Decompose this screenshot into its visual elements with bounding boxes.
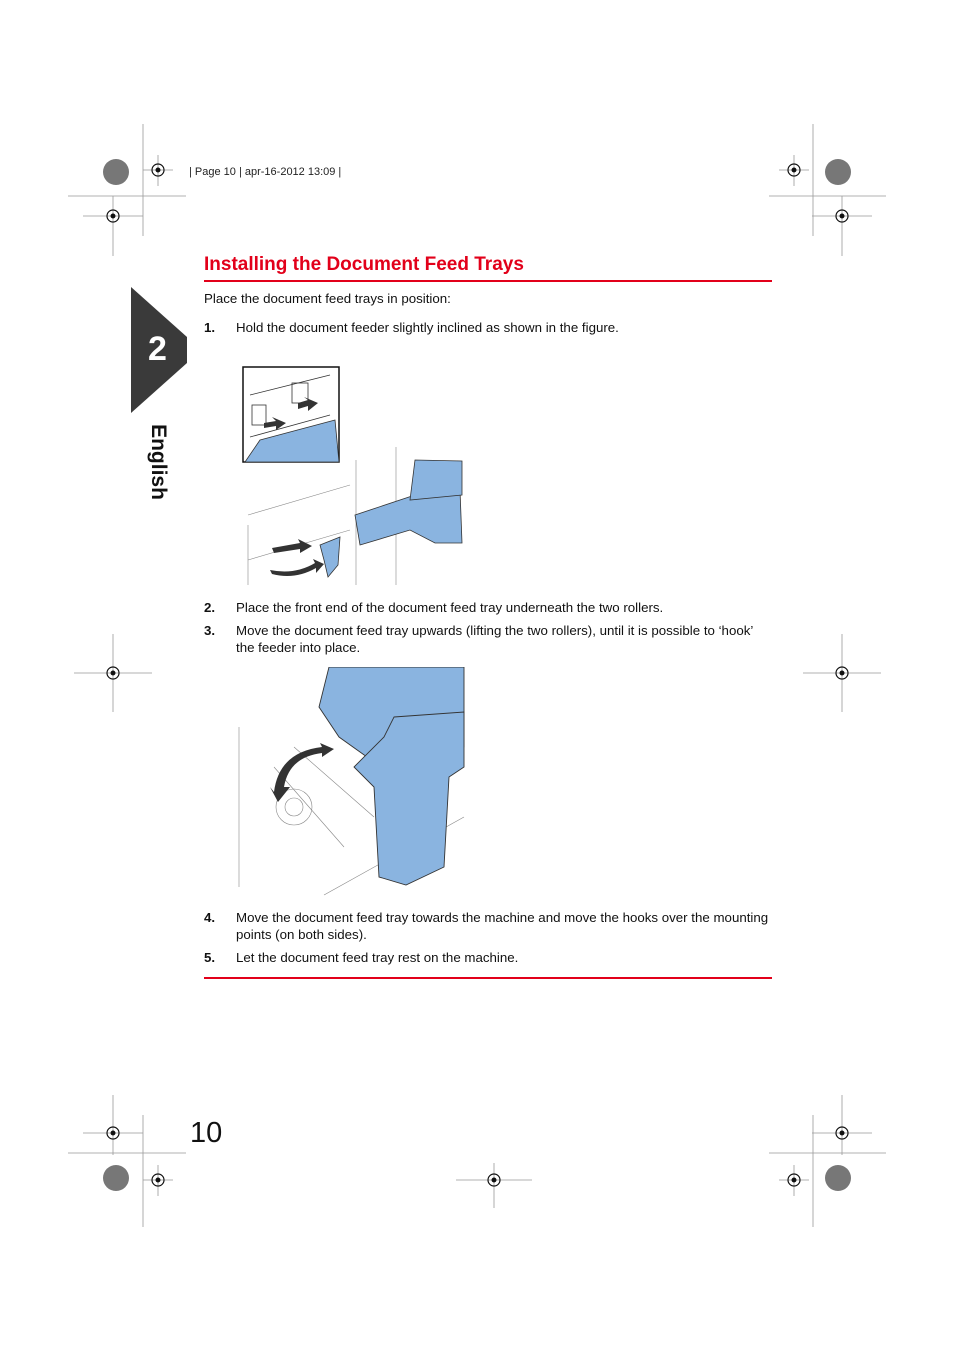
- intro-text: Place the document feed trays in position:: [204, 291, 451, 306]
- step-number: 1.: [204, 320, 216, 335]
- print-header: | Page 10 | apr-16-2012 13:09 |: [189, 166, 342, 178]
- step-text: Hold the document feeder slightly inclined as shown in the figure.: [236, 320, 619, 335]
- step-text: Place the front end of the document feed tray underneath the two rollers.: [236, 600, 664, 615]
- title-rule: [204, 280, 772, 282]
- step-number: 5.: [204, 950, 216, 965]
- step-number: 2.: [204, 600, 216, 615]
- step-text: Let the document feed tray rest on the machine.: [236, 950, 519, 965]
- step-text: Move the document feed tray towards the machine and move the hooks over the mounting points (on both sides).: [236, 910, 769, 942]
- bottom-rule: [204, 977, 772, 979]
- figure-hook-feeder: [234, 667, 466, 897]
- section-title: Installing the Document Feed Trays: [204, 254, 524, 275]
- language-label: English: [147, 424, 170, 500]
- figure-hold-feeder: [240, 365, 465, 587]
- step-number: 3.: [204, 623, 216, 638]
- chapter-number: 2: [148, 330, 167, 368]
- step-number: 4.: [204, 910, 216, 925]
- page-number: 10: [190, 1117, 223, 1149]
- step-text: Move the document feed tray upwards (lifting the two rollers), until it is possible to ‘hook’ the feeder into place.: [236, 623, 753, 655]
